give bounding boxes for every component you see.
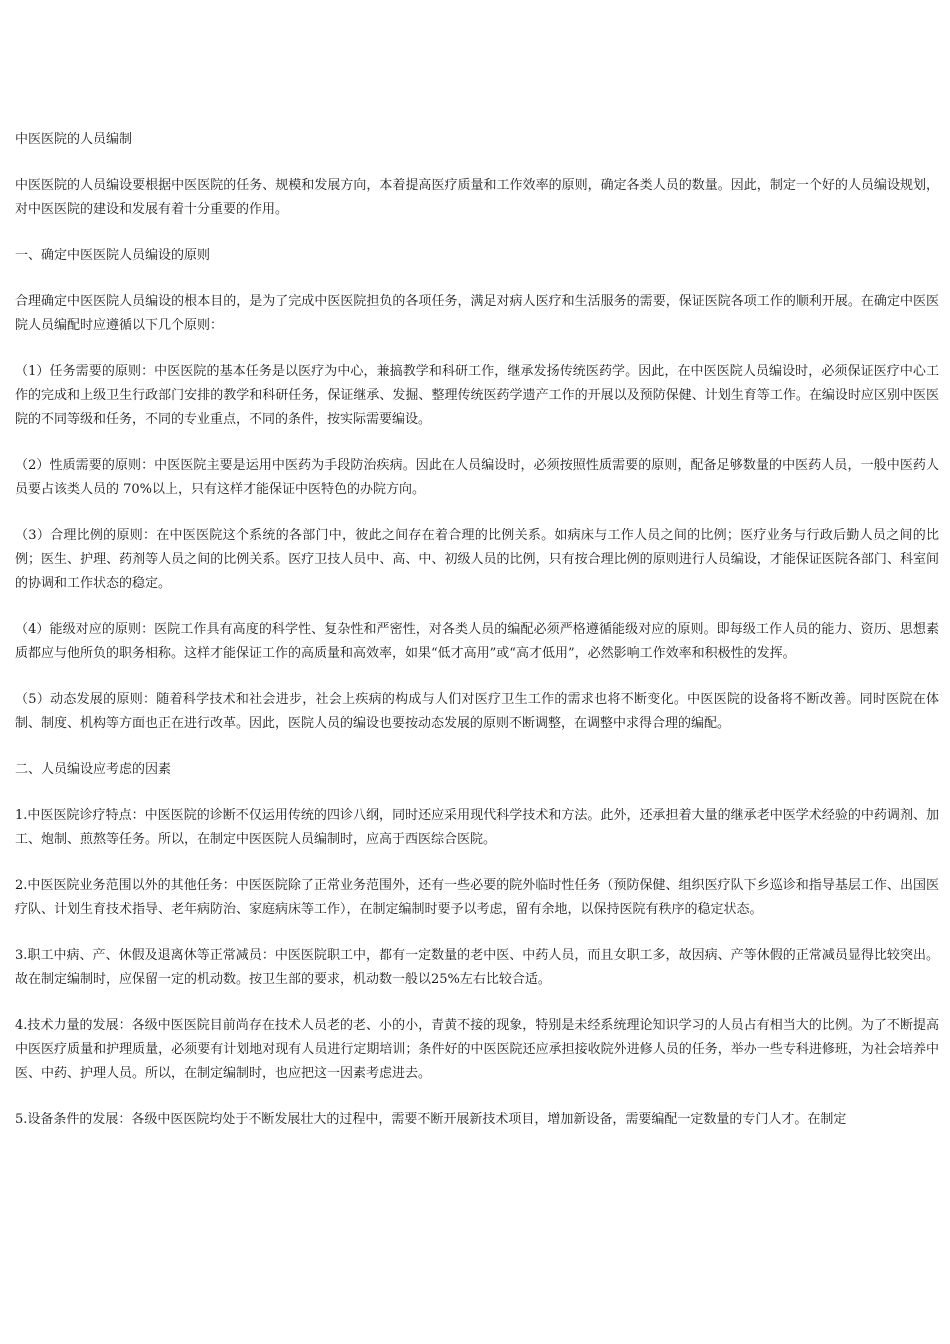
document-title: 中医医院的人员编制 <box>15 132 133 147</box>
section-heading-factors: 二、人员编设应考虑的因素 <box>15 762 172 777</box>
factor-paragraph-equipment: 5.设备条件的发展：各级中医医院均处于不断发展壮大的过程中，需要不断开展新技术项目，增加新设备，需要编配一定数量的专门人才。在制定 <box>15 1112 847 1127</box>
principles-intro-paragraph: 合理确定中医医院人员编设的根本目的，是为了完成中医医院担负的各项任务，满足对病人医疗和生活服务的需要，保证医院各项工作的顺利开展。在确定中医医院人员编配时应遵循以下几个原则： <box>15 294 939 333</box>
factor-paragraph-other-tasks: 2.中医医院业务范围以外的其他任务：中医医院除了正常业务范围外，还有一些必要的院外临时性任务（预防保健、组织医疗队下乡巡诊和指导基层工作、出国医疗队、计划生育技术指导、老年病防治、家庭病床等工作），在制定编制时要予以考虑，留有余地，以保持医院有秩序的稳定状态。 <box>15 878 939 917</box>
section-heading-principles: 一、确定中医医院人员编设的原则 <box>15 248 211 263</box>
factor-paragraph-technical-strength: 4.技术力量的发展：各级中医医院目前尚存在技术人员老的老、小的小，青黄不接的现象，特别是未经系统理论知识学习的人员占有相当大的比例。为了不断提高中医医疗质量和护理质量，必须要有计划地对现有人员进行定期培训；条件好的中医医院还应承担接收院外进修人员的任务，举办一些专科进修班，为社会培养中医、中药、护理人员。所以，在制定编制时，也应把这一因素考虑进去。 <box>15 1018 939 1081</box>
factor-paragraph-staff-reduction: 3.职工中病、产、休假及退离休等正常减员：中医医院职工中，都有一定数量的老中医、中药人员，而且女职工多，故因病、产等休假的正常减员显得比较突出。故在制定编制时，应保留一定的机动数。按卫生部的要求，机动数一般以25%左右比较合适。 <box>15 948 939 987</box>
principle-paragraph-task: （1）任务需要的原则：中医医院的基本任务是以医疗为中心，兼搞教学和科研工作，继承发扬传统医药学。因此，在中医医院人员编设时，必须保证医疗中心工作的完成和上级卫生行政部门安排的教学和科研任务，保证继承、发掘、整理传统医药学遗产工作的开展以及预防保健、计划生育等工作。在编设时应区别中医医院的不同等级和任务，不同的专业重点，不同的条件，按实际需要编设。 <box>15 364 939 427</box>
principle-paragraph-nature: （2）性质需要的原则：中医医院主要是运用中医药为手段防治疾病。因此在人员编设时，必须按照性质需要的原则，配备足够数量的中医药人员，一般中医药人员要占该类人员的 70%以上，只有这样才能保证中医特色的办院方向。 <box>15 458 939 497</box>
principle-paragraph-dynamic: （5）动态发展的原则：随着科学技术和社会进步，社会上疾病的构成与人们对医疗卫生工作的需求也将不断变化。中医医院的设备将不断改善。同时医院在体制、制度、机构等方面也正在进行改革。因此，医院人员的编设也要按动态发展的原则不断调整，在调整中求得合理的编配。 <box>15 692 939 731</box>
intro-paragraph: 中医医院的人员编设要根据中医医院的任务、规模和发展方向，本着提高医疗质量和工作效率的原则，确定各类人员的数量。因此，制定一个好的人员编设规划，对中医医院的建设和发展有着十分重要的作用。 <box>15 178 939 217</box>
principle-paragraph-level: （4）能级对应的原则：医院工作具有高度的科学性、复杂性和严密性，对各类人员的编配必须严格遵循能级对应的原则。即每级工作人员的能力、资历、思想素质都应与他所负的职务相称。这样才能保证工作的高质量和高效率，如果“低才高用”或“高才低用”，必然影响工作效率和积极性的发挥。 <box>15 622 939 661</box>
factor-paragraph-diagnosis: 1.中医医院诊疗特点：中医医院的诊断不仅运用传统的四诊八纲，同时还应采用现代科学技术和方法。此外，还承担着大量的继承老中医学术经验的中药调剂、加工、炮制、煎熬等任务。所以，在制定中医医院人员编制时，应高于西医综合医院。 <box>15 808 939 847</box>
principle-paragraph-ratio: （3）合理比例的原则：在中医医院这个系统的各部门中，彼此之间存在着合理的比例关系。如病床与工作人员之间的比例；医疗业务与行政后勤人员之间的比例；医生、护理、药剂等人员之间的比例关系。医疗卫技人员中、高、中、初级人员的比例，只有按合理比例的原则进行人员编设，才能保证医院各部门、科室间的协调和工作状态的稳定。 <box>15 528 939 591</box>
document-body <box>15 128 939 1132</box>
